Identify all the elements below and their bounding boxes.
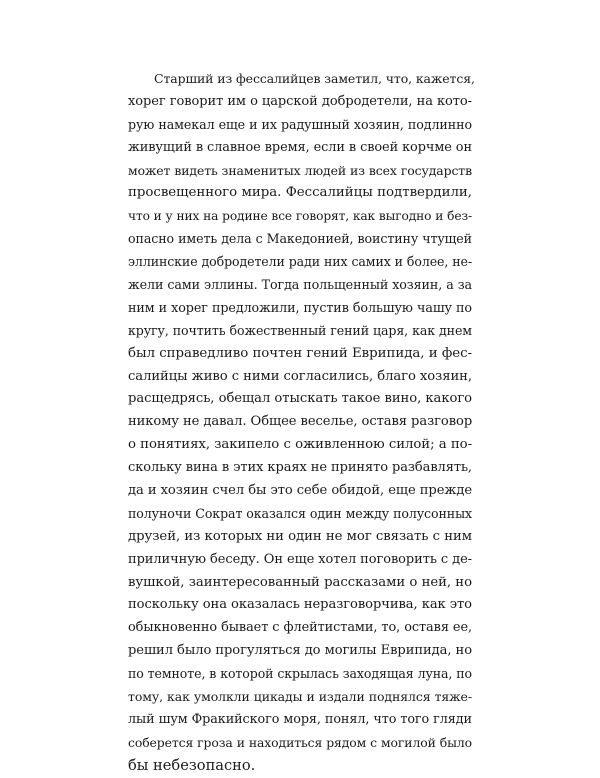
text-line: Старший из фессалийцев заметил, что, кажется, (154, 71, 475, 86)
text-line: бы небезопасно. (128, 756, 256, 774)
text-line: может видеть знаменитых людей из всех государств (128, 162, 472, 178)
text-line: лый шум Фракийского моря, понял, что того гляди (128, 711, 472, 727)
text-line: жели сами эллины. Тогда польщенный хозяин, а за (128, 277, 472, 293)
text-line: да и хозяин счел бы это себе обидой, еще прежде (128, 483, 472, 499)
text-line: скольку вина в этих краях не принято разбавлять, (128, 460, 472, 476)
text-line: о понятиях, закипело с оживленною силой; а по- (128, 437, 472, 453)
text-line: друзей, из которых ни один не мог связать с ним (128, 528, 472, 544)
text-line: вушкой, заинтересованный рассказами о ней, но (128, 574, 472, 590)
text-line: был справедливо почтен гений Еврипида, и фес- (128, 345, 472, 361)
text-line: хорег говорит им о царской добродетели, на кото- (128, 93, 472, 109)
text-line: живущий в славное время, если в своей корчме он (128, 139, 472, 155)
text-line: обыкновенно бывает с флейтистами, то, оставя ее, (128, 620, 472, 636)
text-line: по темноте, в которой скрылась заходящая луна, по (128, 666, 472, 682)
text-line: просвещенного мира. Фессалийцы подтвердили, (128, 185, 472, 201)
text-line: салийцы живо с ними согласились, благо хозяин, (128, 368, 472, 384)
text-line: соберется гроза и находиться рядом с могилой было (128, 734, 472, 750)
text-line: кругу, почтить божественный гений царя, как днем (128, 322, 472, 338)
text-line: рую намекал еще и их радушный хозяин, подлинно (128, 116, 472, 132)
text-line: расщедрясь, обещал отыскать такое вино, какого (128, 391, 472, 407)
text-line: полуночи Сократ оказался один между полусонных (128, 505, 472, 521)
text-line: ним и хорег предложили, пустив большую чашу по (128, 299, 472, 315)
text-line: что и у них на родине все говорят, как выгодно и без- (128, 209, 472, 224)
body-paragraph (128, 68, 475, 778)
text-line: никому не давал. Общее веселье, оставя разговор (128, 414, 473, 430)
text-line: опасно иметь дела с Македонией, воистину чтущей (128, 231, 472, 247)
text-line: приличную беседу. Он еще хотел поговорить с де- (128, 551, 472, 567)
text-line: поскольку она оказалась неразговорчива, как это (128, 597, 472, 613)
text-line: решил было прогуляться до могилы Еврипида, но (128, 643, 472, 659)
text-line: тому, как умолкли цикады и издали поднялся тяже- (128, 689, 472, 705)
text-line: эллинские добродетели ради них самих и более, не- (128, 254, 472, 270)
